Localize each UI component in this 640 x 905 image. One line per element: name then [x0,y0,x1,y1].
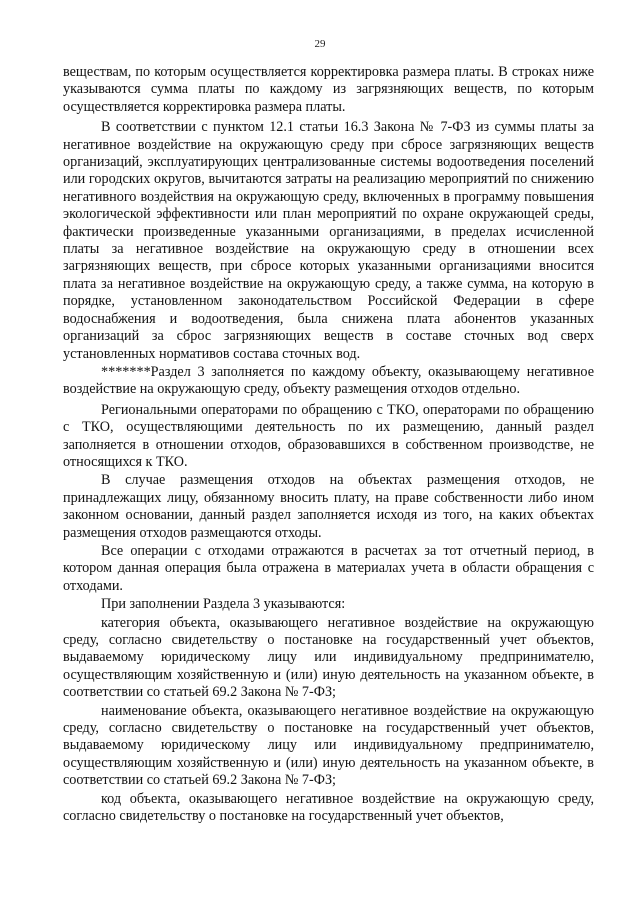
paragraph-6: Все операции с отходами отражаются в расчетах за тот отчетный период, в котором данная операция была отражена в материалах учета в области обращения с отходами. [63,542,594,594]
paragraph-7: При заполнении Раздела 3 указываются: [101,596,346,613]
paragraph-1: веществам, по которым осуществляется корректировка размера платы. В строках ниже указываются сумма платы по каждому из загрязняющих веществ, по которым осуществляется корректировка размера платы. [63,64,594,115]
page-number: 29 [314,38,326,50]
paragraph-5: В случае размещения отходов на объектах размещения отходов, не принадлежащих лицу, обязанному вносить плату, на праве собственности либо ином законном основании, данный раздел заполняется исходя из того, на каких объектах размещения отходов размещаются отходы. [63,472,594,541]
paragraph-2: В соответствии с пунктом 12.1 статьи 16.3 Закона № 7-ФЗ из суммы платы за негативное воздействие на окружающую среду при сбросе загрязняющих веществ организаций, эксплуатирующих централизованные системы водоотведения поселений или городских округов, вычитаются затраты на реализацию мероприятий по снижению негативного воздействия на окружающую среду, включенных в программу повышения экологической эффективности или план мероприятий по охране окружающей среды, фактически произведенные указанными организациями, в пределах исчисленной платы за негативное воздействие на окружающую среду в отношении всех загрязняющих веществ, при сбросе которых указанными организациями вносится плата за негативное воздействие на окружающую среду, а также сумма, на которую в порядке, установленном законодательством Российской Федерации в сфере водоснабжения и водоотведения, была снижена плата абонентов указанных организаций за сброс загрязняющих веществ в составе сточных вод сверх установленных нормативов состава сточных вод. [63,119,594,362]
paragraph-3: *******Раздел 3 заполняется по каждому объекту, оказывающему негативное воздействие на окружающую среду, объекту размещения отходов отдельно. [63,363,594,398]
paragraph-8: категория объекта, оказывающего негативное воздействие на окружающую среду, согласно свидетельству о постановке на государственный учет объектов, выдаваемому юридическому лицу или индивидуальному предпринимателю, осуществляющим хозяйственную и (или) иную деятельность на указанном объекте, в соответствии со статьей 69.2 Закона № 7-ФЗ; [63,614,594,701]
paragraph-4: Региональными операторами по обращению с ТКО, операторами по обращению с ТКО, осуществляющими деятельность по их размещению, данный раздел заполняется в отношении отходов, образовавшихся в собственном производстве, не относящихся к ТКО. [63,401,594,470]
paragraph-9: наименование объекта, оказывающего негативное воздействие на окружающую среду, согласно свидетельству о постановке на государственный учет объектов, выдаваемому юридическому лицу или индивидуальному предпринимателю, осуществляющим хозяйственную и (или) иную деятельность на указанном объекте, в соответствии со статьей 69.2 Закона № 7-ФЗ; [63,702,594,789]
document-body [63,64,594,826]
paragraph-10: код объекта, оказывающего негативное воздействие на окружающую среду, согласно свидетельству о постановке на государственный учет объектов, [63,790,594,825]
